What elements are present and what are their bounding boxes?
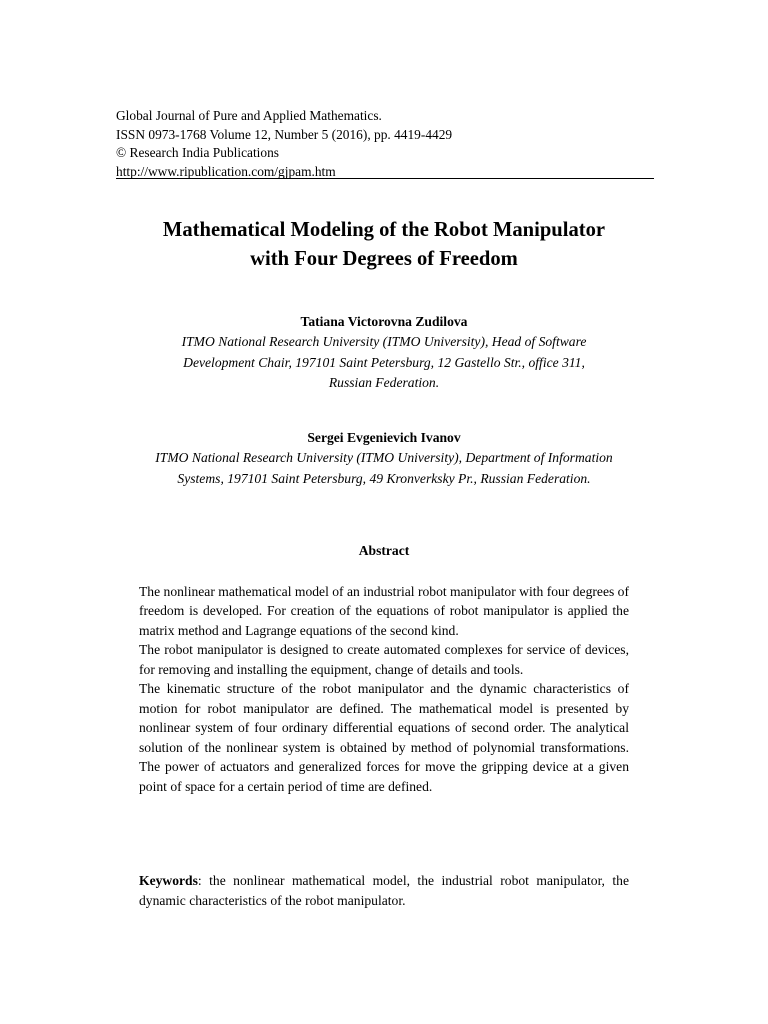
author-name: Sergei Evgenievich Ivanov: [307, 430, 461, 445]
abstract-body: [139, 582, 629, 796]
keywords-label: Keywords: [139, 873, 198, 888]
journal-name: Global Journal of Pure and Applied Mathematics.: [116, 108, 382, 123]
journal-header: [116, 107, 654, 181]
journal-url: http://www.ripublication.com/gjpam.htm: [116, 163, 336, 179]
author-affiliation-line: Development Chair, 197101 Saint Petersburg, 12 Gastello Str., office 311,: [183, 354, 585, 370]
abstract-paragraph: The nonlinear mathematical model of an industrial robot manipulator with four degrees of freedom is developed. For creation of the equations of robot manipulator is applied the matrix method and Lagrange equations of the second kind.: [139, 584, 629, 638]
journal-issn: ISSN 0973-1768 Volume 12, Number 5 (2016), pp. 4419-4429: [116, 126, 453, 142]
journal-publisher: © Research India Publications: [116, 145, 280, 161]
paper-title-line-1: Mathematical Modeling of the Robot Manipulator: [162, 219, 606, 241]
header-divider: [116, 178, 654, 179]
author-affiliation-line: ITMO National Research University (ITMO University), Head of Software: [181, 334, 587, 349]
author-affiliation-line: ITMO National Research University (ITMO University), Department of Information: [155, 450, 613, 465]
keywords-text: : the nonlinear mathematical model, the industrial robot manipulator, the dynamic characteristics of the robot manipulator.: [139, 873, 629, 908]
abstract-heading: Abstract: [358, 543, 410, 558]
paper-title: [84, 216, 684, 273]
abstract-paragraph: The kinematic structure of the robot manipulator and the dynamic characteristics of motion for robot manipulator are defined. The mathematical model is presented by nonlinear system of four ordinary differential equations of second order. The analytical solution of the nonlinear system is obtained by method of polynomial transformations. The power of actuators and generalized forces for move the gripping device at a given point of space for a certain period of time are defined.: [139, 681, 629, 794]
author-block-2: [84, 428, 684, 489]
author-affiliation-line: Systems, 197101 Saint Petersburg, 49 Kronverksky Pr., Russian Federation.: [177, 470, 591, 486]
abstract-paragraph: The robot manipulator is designed to create automated complexes for service of devices, for removing and installing the equipment, change of details and tools.: [139, 642, 629, 677]
keywords-block: [139, 871, 629, 910]
author-block-1: [84, 312, 684, 394]
author-name: Tatiana Victorovna Zudilova: [300, 314, 468, 329]
author-affiliation-line: Russian Federation.: [328, 375, 440, 390]
paper-title-line-2: with Four Degrees of Freedom: [250, 247, 518, 270]
